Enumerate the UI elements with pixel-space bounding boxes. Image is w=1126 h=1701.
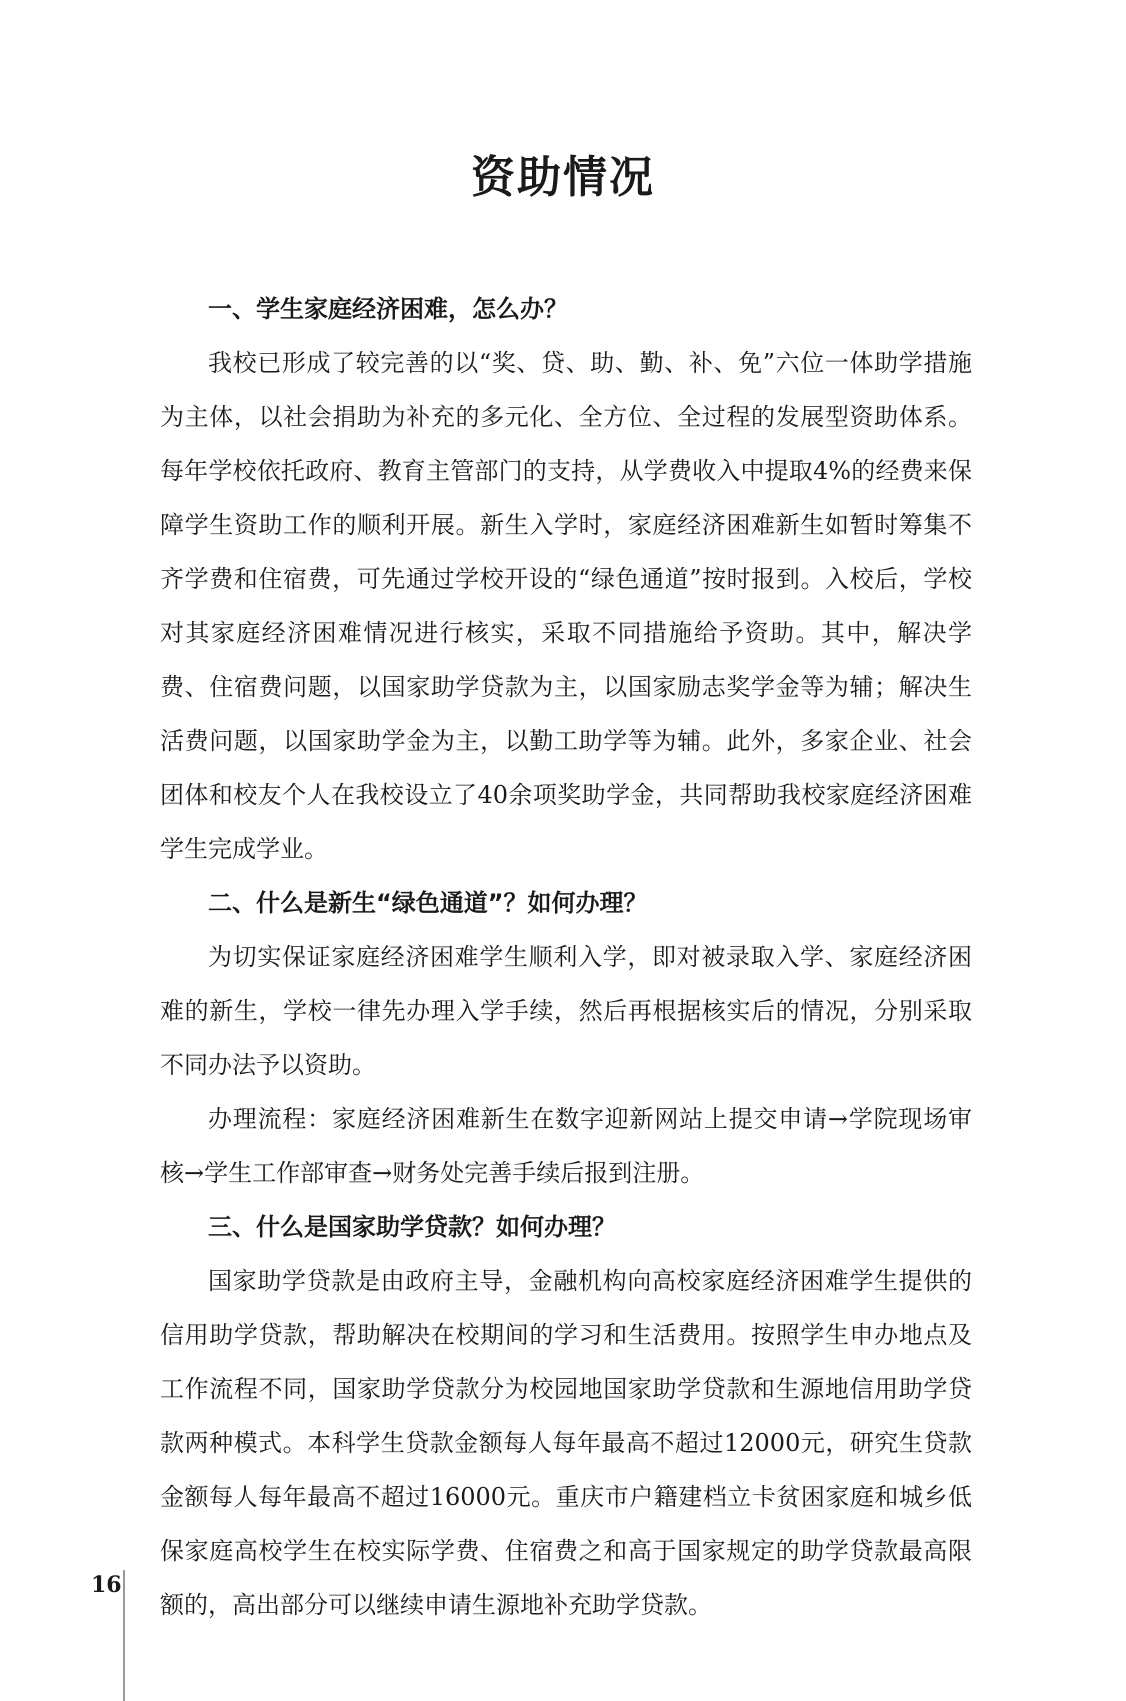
article-body — [160, 282, 972, 1632]
section-heading: 一、学生家庭经济困难，怎么办？ — [208, 295, 568, 323]
paragraph: 办理流程：家庭经济困难新生在数字迎新网站上提交申请→学院现场审核→学生工作部审查→财务处完善手续后报到注册。 — [160, 1105, 972, 1187]
section-heading: 二、什么是新生“绿色通道”？如何办理？ — [208, 889, 648, 917]
margin-rule — [123, 1570, 125, 1701]
paragraph: 我校已形成了较完善的以“奖、贷、助、勤、补、免”六位一体助学措施为主体，以社会捐助为补充的多元化、全方位、全过程的发展型资助体系。每年学校依托政府、教育主管部门的支持，从学费收入中提取4%的经费来保障学生资助工作的顺利开展。新生入学时，家庭经济困难新生如暂时筹集不齐学费和住宿费，可先通过学校开设的“绿色通道”按时报到。入校后，学校对其家庭经济困难情况进行核实，采取不同措施给予资助。其中，解决学费、住宿费问题，以国家助学贷款为主，以国家励志奖学金等为辅；解决生活费问题，以国家助学金为主，以勤工助学等为辅。此外，多家企业、社会团体和校友个人在我校设立了40余项奖助学金，共同帮助我校家庭经济困难学生完成学业。 — [160, 349, 972, 863]
paragraph: 国家助学贷款是由政府主导，金融机构向高校家庭经济困难学生提供的信用助学贷款，帮助解决在校期间的学习和生活费用。按照学生申办地点及工作流程不同，国家助学贷款分为校园地国家助学贷款和生源地信用助学贷款两种模式。本科学生贷款金额每人每年最高不超过12000元，研究生贷款金额每人每年最高不超过16000元。重庆市户籍建档立卡贫困家庭和城乡低保家庭高校学生在校实际学费、住宿费之和高于国家规定的助学贷款最高限额的，高出部分可以继续申请生源地补充助学贷款。 — [160, 1267, 972, 1619]
page-number: 16 — [91, 1572, 122, 1598]
page-title: 资助情况 — [471, 152, 655, 203]
section-heading: 三、什么是国家助学贷款？如何办理？ — [208, 1213, 616, 1241]
paragraph: 为切实保证家庭经济困难学生顺利入学，即对被录取入学、家庭经济困难的新生，学校一律先办理入学手续，然后再根据核实后的情况，分别采取不同办法予以资助。 — [160, 943, 972, 1079]
